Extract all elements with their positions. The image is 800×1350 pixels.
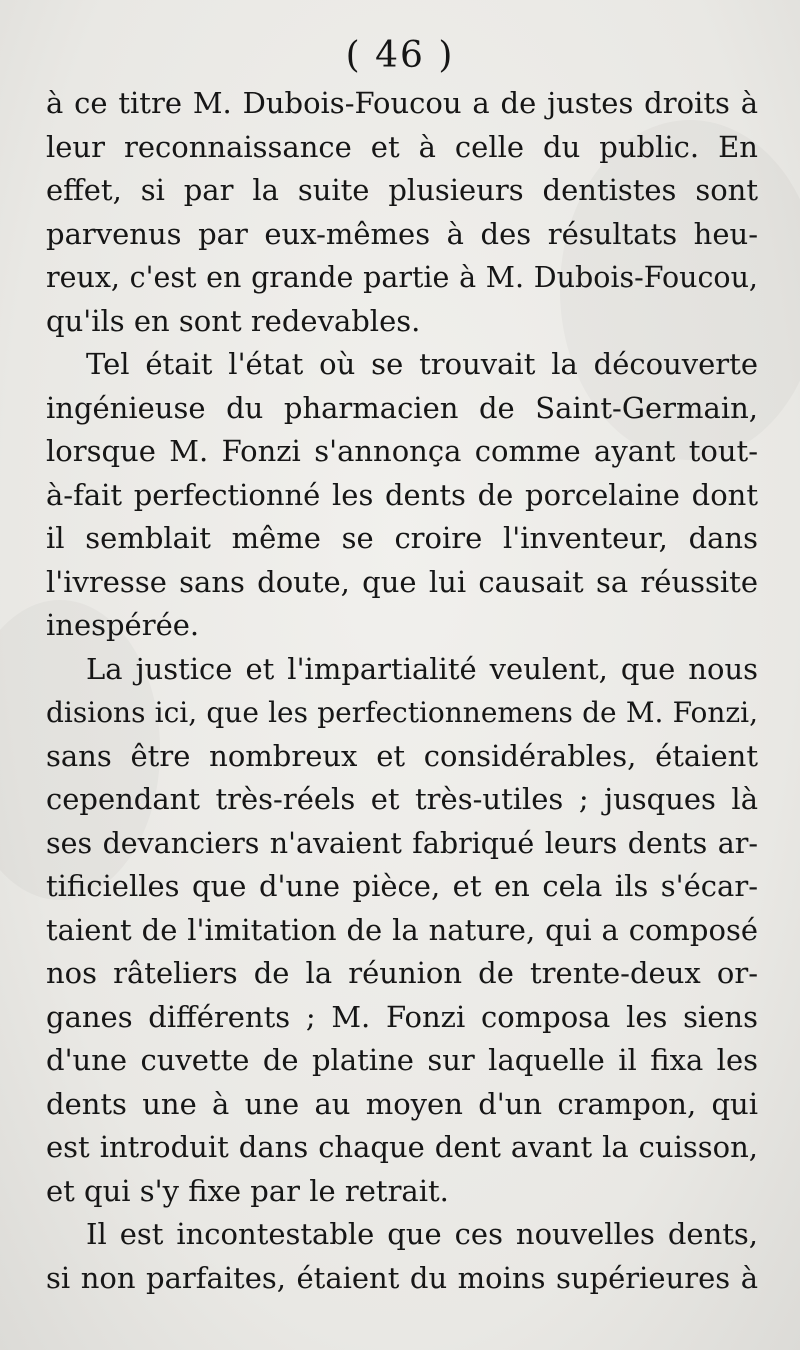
page-number: ( 46 ) (345, 35, 455, 76)
text-line: nos râteliers de la réunion de trente-deux or- (46, 956, 758, 990)
text-line: leur reconnaissance et à celle du public. En (46, 129, 758, 164)
text-line: dents une à une au moyen d'un crampon, qui (46, 1086, 758, 1121)
body-text (46, 82, 758, 1300)
text-line: Tel était l'état où se trouvait la découverte (86, 347, 758, 381)
text-line: et qui s'y fixe par le retrait. (46, 1173, 449, 1208)
text-line: il semblait même se croire l'inventeur, dans (46, 521, 758, 555)
text-line: qu'ils en sont redevables. (46, 303, 421, 338)
text-line: ses devanciers n'avaient fabriqué leurs dents ar- (46, 826, 758, 860)
text-line: effet, si par la suite plusieurs dentistes sont (46, 173, 758, 207)
paragraph (46, 343, 758, 648)
text-line: si non parfaites, étaient du moins supérieures à (46, 1260, 758, 1295)
text-line: à-fait perfectionné les dents de porcelaine dont (46, 477, 758, 512)
text-line: cependant très-réels et très-utiles ; jusques là (46, 782, 758, 816)
text-line: l'ivresse sans doute, que lui causait sa réussite (46, 564, 758, 599)
text-line: inespérée. (46, 608, 200, 642)
paragraph (46, 82, 758, 343)
text-line: à ce titre M. Dubois-Foucou a de justes droits à (46, 86, 758, 120)
text-line: disions ici, que les perfectionnemens de M. Fonzi, (46, 696, 758, 729)
paragraph (46, 1213, 758, 1300)
text-line: taient de l'imitation de la nature, qui a composé (46, 912, 758, 947)
text-line: tificielles que d'une pièce, et en cela ils s'écar- (46, 869, 758, 903)
text-line: La justice et l'impartialité veulent, que nous (86, 651, 758, 686)
text-line: reux, c'est en grande partie à M. Dubois-Foucou, (46, 261, 758, 294)
text-line: ingénieuse du pharmacien de Saint-Germain, (46, 390, 758, 425)
text-line: lorsque M. Fonzi s'annonça comme ayant tout- (46, 434, 758, 468)
text-line: sans être nombreux et considérables, étaient (46, 738, 758, 773)
text-line: parvenus par eux-mêmes à des résultats heu- (46, 216, 758, 251)
text-line: ganes différents ; M. Fonzi composa les siens (46, 999, 758, 1034)
text-line: d'une cuvette de platine sur laquelle il fixa les (46, 1043, 758, 1077)
text-line: Il est incontestable que ces nouvelles dents, (86, 1217, 758, 1251)
paragraph (46, 648, 758, 1214)
text-line: est introduit dans chaque dent avant la cuisson, (46, 1130, 758, 1164)
